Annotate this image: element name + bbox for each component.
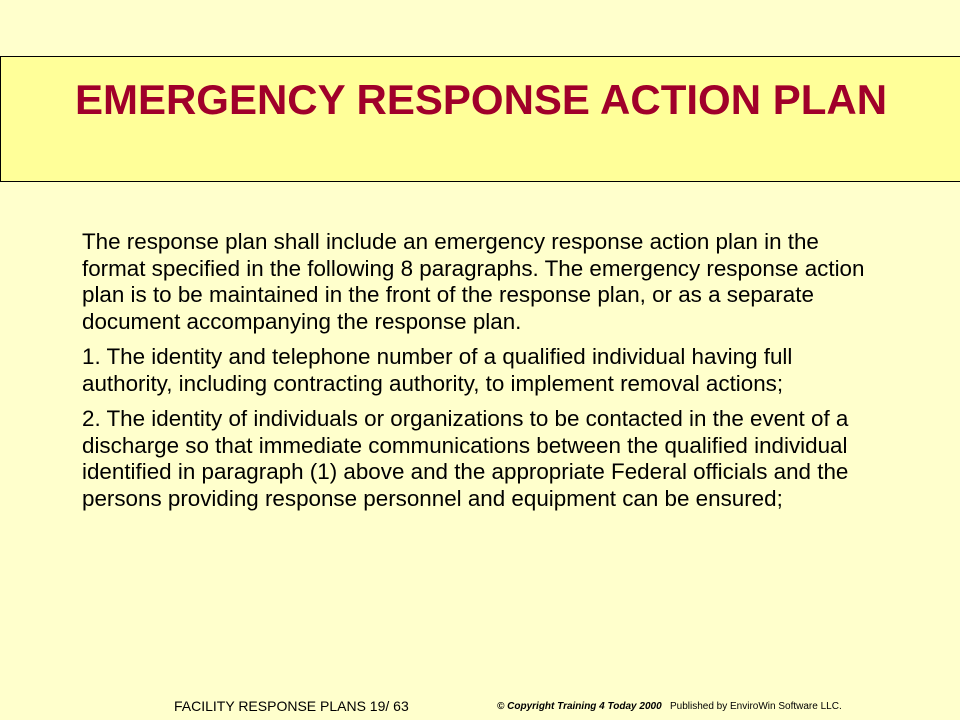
paragraph-item-1: 1. The identity and telephone number of a qualified individual having full authority, including contracting authority, to implement removal actions;: [82, 344, 793, 396]
footer-copyright: © Copyright Training 4 Today 2000: [497, 701, 662, 712]
title-banner: [0, 56, 960, 182]
slide-title: EMERGENCY RESPONSE ACTION PLAN: [74, 76, 888, 123]
footer-page-label: FACILITY RESPONSE PLANS 19/ 63: [174, 698, 409, 714]
footer-credits: [497, 701, 842, 712]
intro-paragraph: The response plan shall include an emergency response action plan in the format specified in the following 8 paragraphs. The emergency response action plan is to be maintained in the front of the response plan, or as a separate document accompanying the response plan.: [82, 229, 865, 334]
footer-publisher: Published by EnviroWin Software LLC.: [669, 701, 842, 712]
slide-body: [82, 229, 882, 521]
paragraph-item-2: 2. The identity of individuals or organizations to be contacted in the event of a discharge so that immediate communications between the qualified individual identified in paragraph (1) above and the appropriate Federal officials and the persons providing response personnel and equipment can be ensured;: [82, 406, 849, 511]
